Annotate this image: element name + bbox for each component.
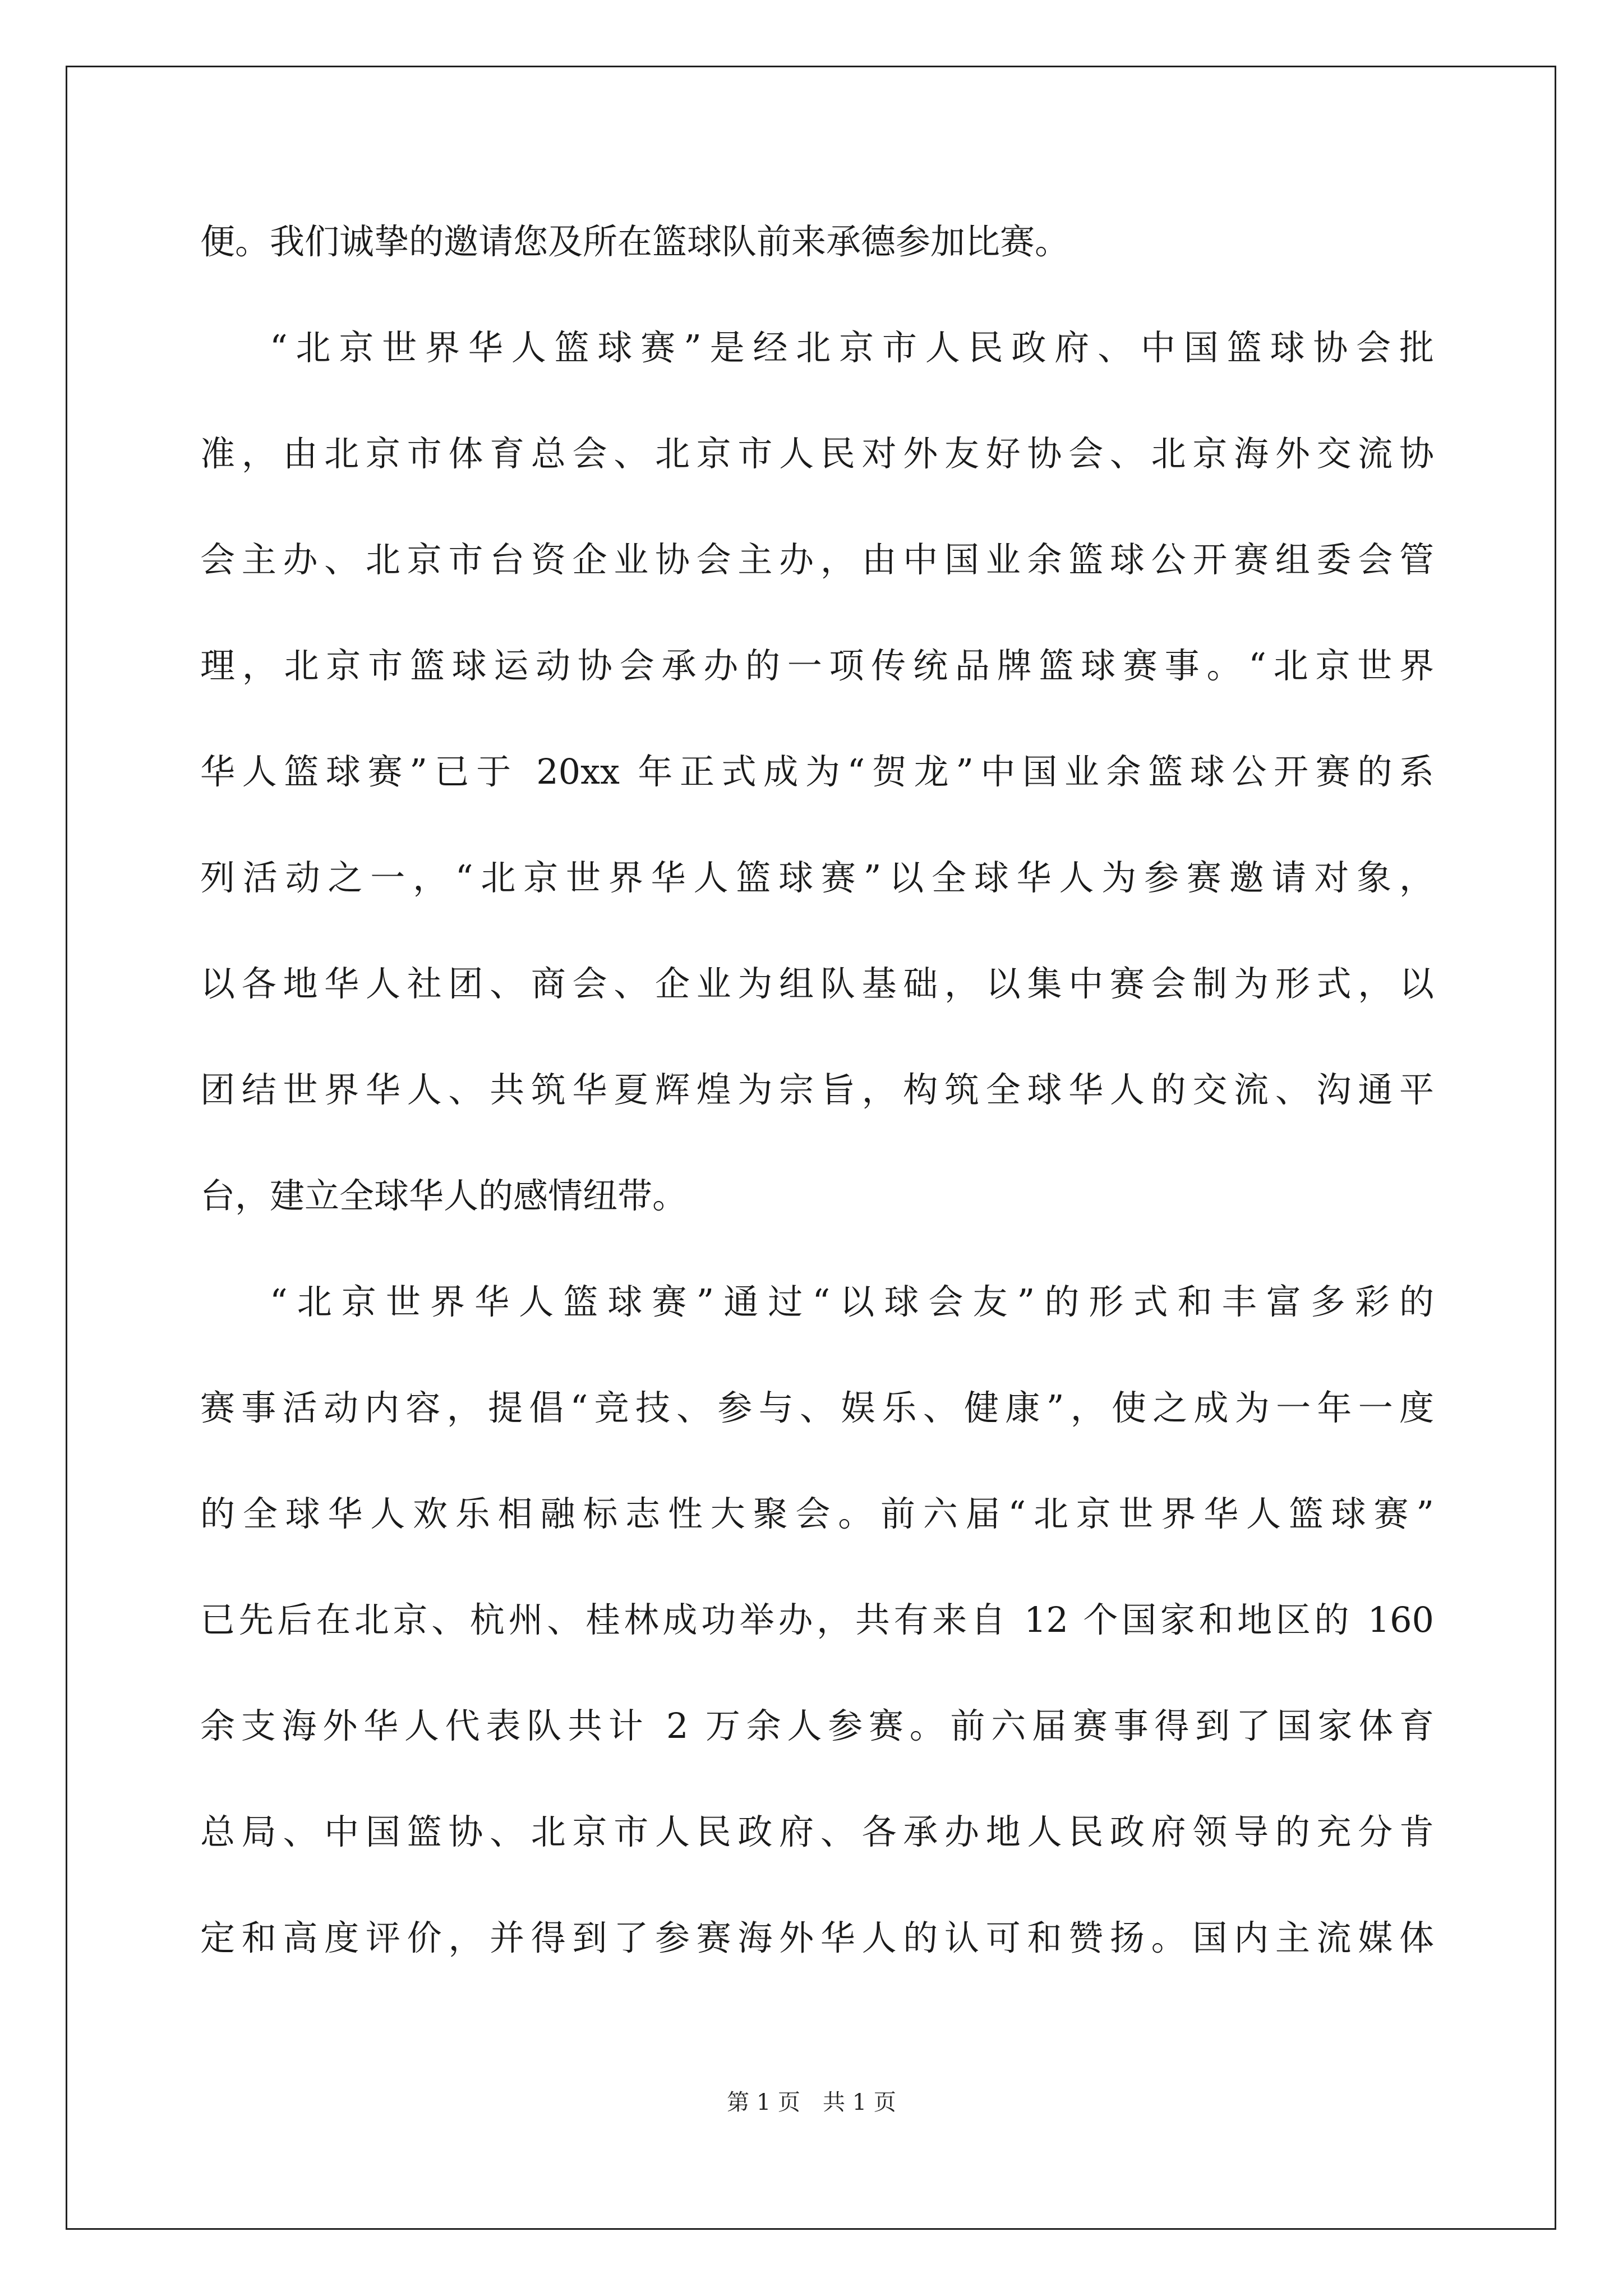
text-line: 余支海外华人代表队共计 2 万余人参赛。前六届赛事得到了国家体育 — [200, 1705, 1434, 1746]
page-number: 第 1 页 — [727, 2090, 800, 2115]
text-line: 华人篮球赛”已于 20xx 年正式成为“贺龙”中国业余篮球公开赛的系 — [200, 751, 1434, 792]
text-line: 总局、中国篮协、北京市人民政府、各承办地人民政府领导的充分肯 — [200, 1811, 1434, 1852]
text-line: 定和高度评价，并得到了参赛海外华人的认可和赞扬。国内主流媒体 — [200, 1917, 1434, 1958]
text-line: 列活动之一，“北京世界华人篮球赛”以全球华人为参赛邀请对象， — [200, 857, 1434, 898]
text-line: 赛事活动内容，提倡“竞技、参与、娱乐、健康”，使之成为一年一度 — [200, 1387, 1434, 1428]
text-line: 团结世界华人、共筑华夏辉煌为宗旨，构筑全球华人的交流、沟通平 — [200, 1069, 1434, 1110]
text-line: “北京世界华人篮球赛”是经北京市人民政府、中国篮球协会批 — [270, 327, 1434, 368]
text-line: 已先后在北京、杭州、桂林成功举办，共有来自 12 个国家和地区的 160 — [200, 1599, 1434, 1640]
text-line: 准，由北京市体育总会、北京市人民对外友好协会、北京海外交流协 — [200, 433, 1434, 474]
text-line: 会主办、北京市台资企业协会主办，由中国业余篮球公开赛组委会管 — [200, 539, 1434, 580]
text-line: “北京世界华人篮球赛”通过“以球会友”的形式和丰富多彩的 — [270, 1281, 1434, 1322]
text-line: 便。我们诚挚的邀请您及所在篮球队前来承德参加比赛。 — [200, 221, 1070, 262]
document-body — [200, 188, 1434, 1991]
total-pages: 共 1 页 — [823, 2090, 896, 2115]
page-footer — [0, 2085, 1623, 2116]
text-line: 的全球华人欢乐相融标志性大聚会。前六届“北京世界华人篮球赛” — [200, 1493, 1434, 1534]
text-line: 以各地华人社团、商会、企业为组队基础，以集中赛会制为形式，以 — [200, 963, 1434, 1004]
text-line: 台，建立全球华人的感情纽带。 — [200, 1175, 688, 1216]
text-line: 理，北京市篮球运动协会承办的一项传统品牌篮球赛事。“北京世界 — [200, 645, 1434, 686]
